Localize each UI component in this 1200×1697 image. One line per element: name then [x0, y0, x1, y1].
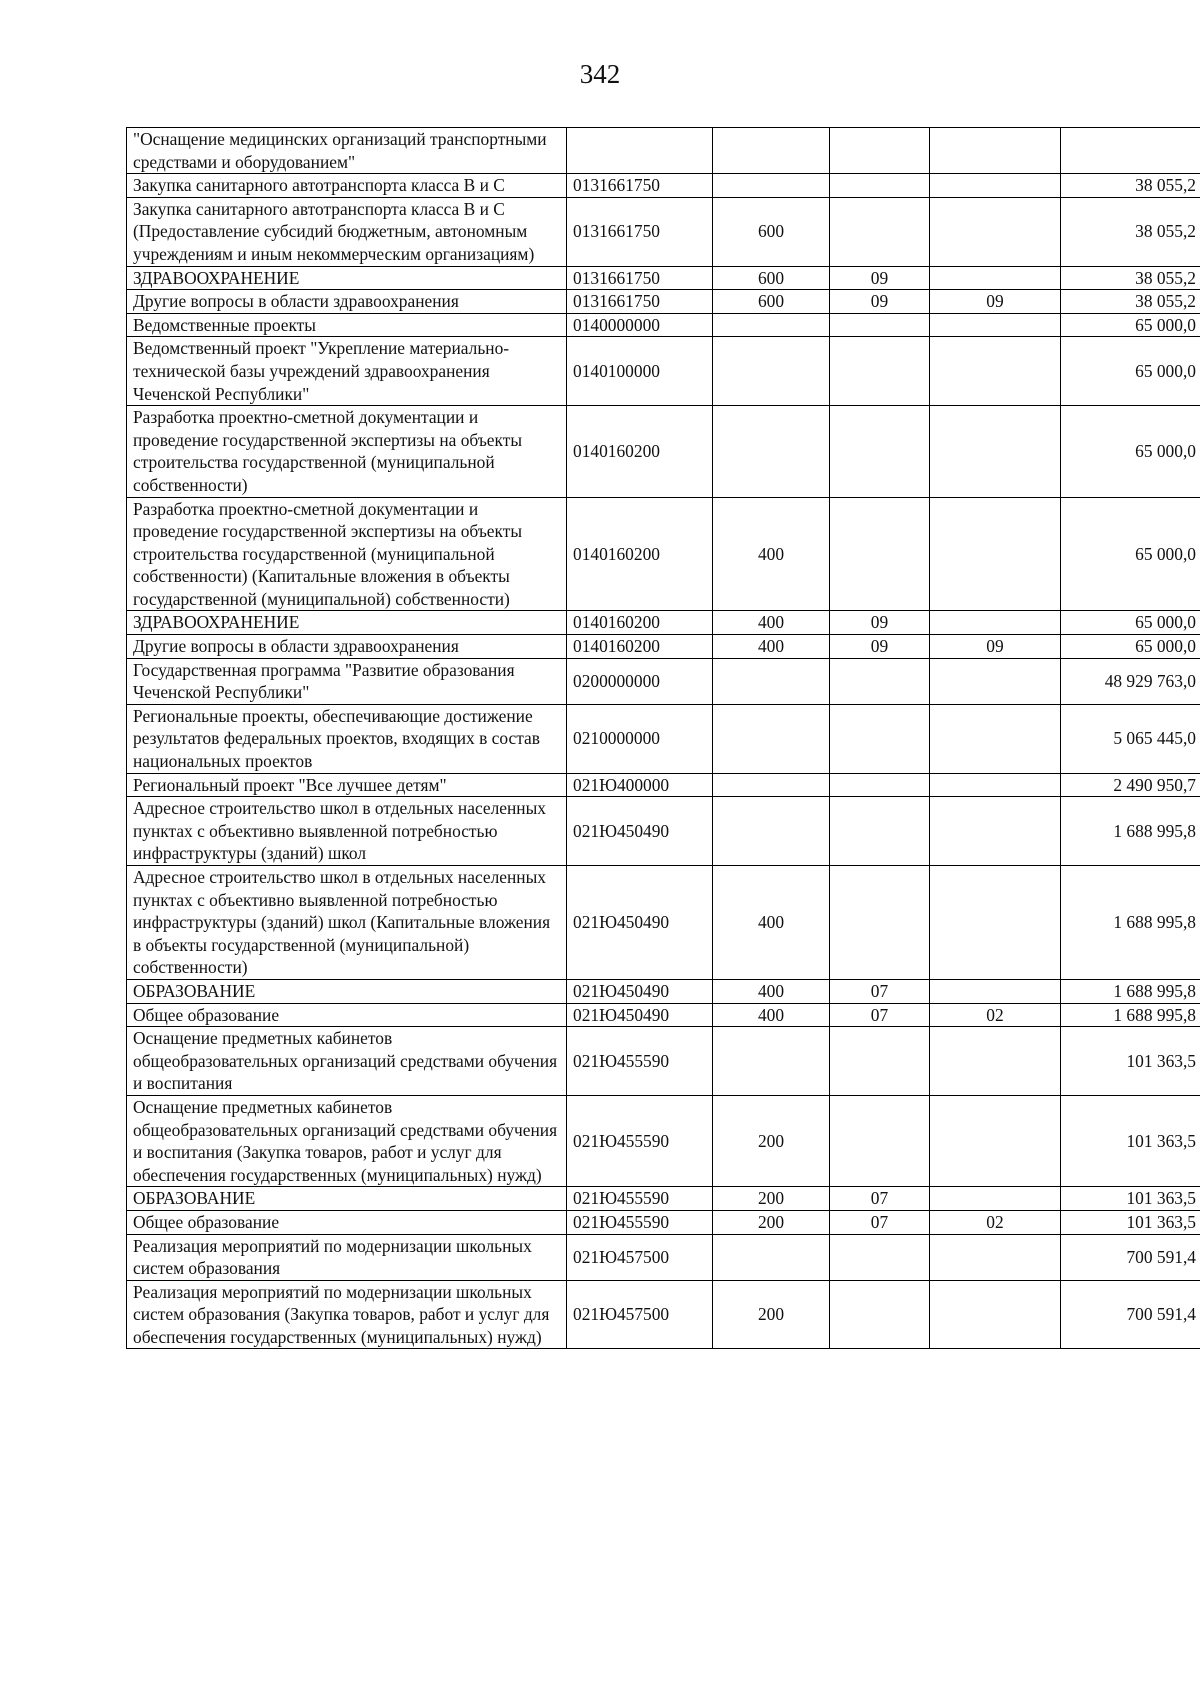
budget-table: [126, 127, 1200, 1349]
section-code-cell: [830, 773, 930, 797]
subsection-code-cell: [930, 128, 1061, 174]
target-article-code-cell: 0140160200: [567, 406, 713, 497]
table-row: [127, 658, 1200, 704]
amount-cell: 38 055,2: [1061, 266, 1200, 290]
subsection-code-cell: [930, 979, 1061, 1003]
subsection-code-cell: [930, 174, 1061, 198]
subsection-code-cell: 02: [930, 1003, 1061, 1027]
section-code-cell: 07: [830, 1187, 930, 1211]
expense-type-cell: [713, 797, 830, 866]
section-code-cell: [830, 797, 930, 866]
section-code-cell: 07: [830, 1003, 930, 1027]
row-name-cell: Ведомственный проект "Укрепление материально-технической базы учреждений здравоохранения Чеченской Республики": [127, 337, 567, 406]
amount-cell: 101 363,5: [1061, 1187, 1200, 1211]
section-code-cell: 09: [830, 290, 930, 314]
target-article-code-cell: [567, 128, 713, 174]
expense-type-cell: 400: [713, 866, 830, 980]
expense-type-cell: 400: [713, 635, 830, 659]
subsection-code-cell: [930, 1187, 1061, 1211]
row-name-cell: Оснащение предметных кабинетов общеобразовательных организаций средствами обучения и воспитания: [127, 1027, 567, 1096]
target-article-code-cell: 0210000000: [567, 704, 713, 773]
subsection-code-cell: [930, 497, 1061, 611]
table-row: [127, 313, 1200, 337]
subsection-code-cell: [930, 1095, 1061, 1186]
page-number: 342: [579, 59, 621, 89]
target-article-code-cell: 021Ю457500: [567, 1234, 713, 1280]
target-article-code-cell: 021Ю400000: [567, 773, 713, 797]
subsection-code-cell: [930, 266, 1061, 290]
amount-cell: 65 000,0: [1061, 337, 1200, 406]
table-row: [127, 773, 1200, 797]
section-code-cell: [830, 1027, 930, 1096]
amount-cell: 101 363,5: [1061, 1027, 1200, 1096]
row-name-cell: Общее образование: [127, 1003, 567, 1027]
subsection-code-cell: [930, 313, 1061, 337]
section-code-cell: [830, 866, 930, 980]
budget-table-body: [127, 128, 1200, 1349]
amount-cell: 48 929 763,0: [1061, 658, 1200, 704]
table-row: [127, 1027, 1200, 1096]
expense-type-cell: 200: [713, 1280, 830, 1349]
amount-cell: 101 363,5: [1061, 1095, 1200, 1186]
row-name-cell: "Оснащение медицинских организаций транспортными средствами и оборудованием": [127, 128, 567, 174]
subsection-code-cell: [930, 866, 1061, 980]
expense-type-cell: [713, 337, 830, 406]
section-code-cell: 09: [830, 266, 930, 290]
row-name-cell: ЗДРАВООХРАНЕНИЕ: [127, 266, 567, 290]
target-article-code-cell: 021Ю455590: [567, 1187, 713, 1211]
table-row: [127, 266, 1200, 290]
amount-cell: 700 591,4: [1061, 1280, 1200, 1349]
amount-cell: 38 055,2: [1061, 290, 1200, 314]
target-article-code-cell: 021Ю450490: [567, 979, 713, 1003]
amount-cell: 65 000,0: [1061, 313, 1200, 337]
row-name-cell: Разработка проектно-сметной документации и проведение государственной экспертизы на объекты строительства государственной (муниципальной собственности) (Капитальные вложения в объекты государственной (муниципальной) собственности): [127, 497, 567, 611]
section-code-cell: 07: [830, 979, 930, 1003]
amount-cell: 5 065 445,0: [1061, 704, 1200, 773]
expense-type-cell: 600: [713, 197, 830, 266]
amount-cell: 1 688 995,8: [1061, 979, 1200, 1003]
subsection-code-cell: [930, 658, 1061, 704]
table-row: [127, 611, 1200, 635]
row-name-cell: Региональный проект "Все лучшее детям": [127, 773, 567, 797]
target-article-code-cell: 021Ю450490: [567, 797, 713, 866]
row-name-cell: Адресное строительство школ в отдельных населенных пунктах с объективно выявленной потребностью инфраструктуры (зданий) школ: [127, 797, 567, 866]
subsection-code-cell: [930, 797, 1061, 866]
target-article-code-cell: 0131661750: [567, 197, 713, 266]
target-article-code-cell: 021Ю450490: [567, 1003, 713, 1027]
expense-type-cell: 400: [713, 979, 830, 1003]
target-article-code-cell: 0140000000: [567, 313, 713, 337]
section-code-cell: [830, 337, 930, 406]
expense-type-cell: 200: [713, 1187, 830, 1211]
amount-cell: 2 490 950,7: [1061, 773, 1200, 797]
table-row: [127, 1210, 1200, 1234]
amount-cell: [1061, 128, 1200, 174]
table-row: [127, 1095, 1200, 1186]
table-row: [127, 979, 1200, 1003]
expense-type-cell: [713, 704, 830, 773]
subsection-code-cell: 09: [930, 290, 1061, 314]
row-name-cell: Ведомственные проекты: [127, 313, 567, 337]
target-article-code-cell: 021Ю450490: [567, 866, 713, 980]
subsection-code-cell: [930, 611, 1061, 635]
row-name-cell: Государственная программа "Развитие образования Чеченской Республики": [127, 658, 567, 704]
expense-type-cell: 200: [713, 1095, 830, 1186]
target-article-code-cell: 0140100000: [567, 337, 713, 406]
target-article-code-cell: 0131661750: [567, 290, 713, 314]
target-article-code-cell: 0131661750: [567, 266, 713, 290]
subsection-code-cell: 09: [930, 635, 1061, 659]
section-code-cell: [830, 704, 930, 773]
section-code-cell: [830, 658, 930, 704]
table-row: [127, 1280, 1200, 1349]
row-name-cell: ОБРАЗОВАНИЕ: [127, 979, 567, 1003]
expense-type-cell: [713, 1027, 830, 1096]
amount-cell: 65 000,0: [1061, 497, 1200, 611]
section-code-cell: 09: [830, 635, 930, 659]
table-row: [127, 174, 1200, 198]
table-row: [127, 1234, 1200, 1280]
row-name-cell: Закупка санитарного автотранспорта класса В и С (Предоставление субсидий бюджетным, автономным учреждениям и иным некоммерческим организациям): [127, 197, 567, 266]
expense-type-cell: [713, 773, 830, 797]
subsection-code-cell: 02: [930, 1210, 1061, 1234]
row-name-cell: Оснащение предметных кабинетов общеобразовательных организаций средствами обучения и воспитания (Закупка товаров, работ и услуг для обеспечения государственных (муниципальных) нужд): [127, 1095, 567, 1186]
expense-type-cell: 600: [713, 290, 830, 314]
section-code-cell: [830, 128, 930, 174]
section-code-cell: [830, 174, 930, 198]
table-row: [127, 704, 1200, 773]
table-row: [127, 635, 1200, 659]
target-article-code-cell: 0140160200: [567, 611, 713, 635]
subsection-code-cell: [930, 1234, 1061, 1280]
row-name-cell: Реализация мероприятий по модернизации школьных систем образования (Закупка товаров, работ и услуг для обеспечения государственных (муниципальных) нужд): [127, 1280, 567, 1349]
subsection-code-cell: [930, 1280, 1061, 1349]
row-name-cell: Другие вопросы в области здравоохранения: [127, 635, 567, 659]
target-article-code-cell: 021Ю455590: [567, 1210, 713, 1234]
amount-cell: 65 000,0: [1061, 406, 1200, 497]
subsection-code-cell: [930, 406, 1061, 497]
section-code-cell: [830, 313, 930, 337]
table-row: [127, 1187, 1200, 1211]
row-name-cell: Разработка проектно-сметной документации и проведение государственной экспертизы на объекты строительства государственной (муниципальной собственности): [127, 406, 567, 497]
table-row: [127, 797, 1200, 866]
section-code-cell: 09: [830, 611, 930, 635]
row-name-cell: ЗДРАВООХРАНЕНИЕ: [127, 611, 567, 635]
table-row: [127, 197, 1200, 266]
amount-cell: 65 000,0: [1061, 611, 1200, 635]
amount-cell: 101 363,5: [1061, 1210, 1200, 1234]
target-article-code-cell: 0140160200: [567, 497, 713, 611]
target-article-code-cell: 0131661750: [567, 174, 713, 198]
amount-cell: 1 688 995,8: [1061, 797, 1200, 866]
expense-type-cell: 200: [713, 1210, 830, 1234]
row-name-cell: Другие вопросы в области здравоохранения: [127, 290, 567, 314]
subsection-code-cell: [930, 1027, 1061, 1096]
section-code-cell: [830, 1234, 930, 1280]
section-code-cell: [830, 197, 930, 266]
amount-cell: 1 688 995,8: [1061, 1003, 1200, 1027]
expense-type-cell: 400: [713, 611, 830, 635]
expense-type-cell: [713, 128, 830, 174]
expense-type-cell: 400: [713, 1003, 830, 1027]
table-row: [127, 1003, 1200, 1027]
expense-type-cell: [713, 658, 830, 704]
table-row: [127, 866, 1200, 980]
subsection-code-cell: [930, 773, 1061, 797]
expense-type-cell: [713, 174, 830, 198]
expense-type-cell: [713, 1234, 830, 1280]
target-article-code-cell: 0140160200: [567, 635, 713, 659]
expense-type-cell: 600: [713, 266, 830, 290]
amount-cell: 700 591,4: [1061, 1234, 1200, 1280]
amount-cell: 1 688 995,8: [1061, 866, 1200, 980]
subsection-code-cell: [930, 197, 1061, 266]
row-name-cell: Общее образование: [127, 1210, 567, 1234]
target-article-code-cell: 021Ю455590: [567, 1095, 713, 1186]
target-article-code-cell: 021Ю457500: [567, 1280, 713, 1349]
target-article-code-cell: 021Ю455590: [567, 1027, 713, 1096]
row-name-cell: Адресное строительство школ в отдельных населенных пунктах с объективно выявленной потребностью инфраструктуры (зданий) школ (Капитальные вложения в объекты государственной (муниципальной) собственности): [127, 866, 567, 980]
table-row: [127, 337, 1200, 406]
table-row: [127, 497, 1200, 611]
section-code-cell: [830, 497, 930, 611]
section-code-cell: [830, 406, 930, 497]
row-name-cell: Реализация мероприятий по модернизации школьных систем образования: [127, 1234, 567, 1280]
expense-type-cell: [713, 406, 830, 497]
subsection-code-cell: [930, 337, 1061, 406]
expense-type-cell: 400: [713, 497, 830, 611]
section-code-cell: 07: [830, 1210, 930, 1234]
target-article-code-cell: 0200000000: [567, 658, 713, 704]
amount-cell: 65 000,0: [1061, 635, 1200, 659]
table-row: [127, 128, 1200, 174]
expense-type-cell: [713, 313, 830, 337]
amount-cell: 38 055,2: [1061, 174, 1200, 198]
row-name-cell: ОБРАЗОВАНИЕ: [127, 1187, 567, 1211]
row-name-cell: Региональные проекты, обеспечивающие достижение результатов федеральных проектов, входящих в состав национальных проектов: [127, 704, 567, 773]
subsection-code-cell: [930, 704, 1061, 773]
table-row: [127, 406, 1200, 497]
amount-cell: 38 055,2: [1061, 197, 1200, 266]
section-code-cell: [830, 1280, 930, 1349]
table-row: [127, 290, 1200, 314]
section-code-cell: [830, 1095, 930, 1186]
row-name-cell: Закупка санитарного автотранспорта класса В и С: [127, 174, 567, 198]
